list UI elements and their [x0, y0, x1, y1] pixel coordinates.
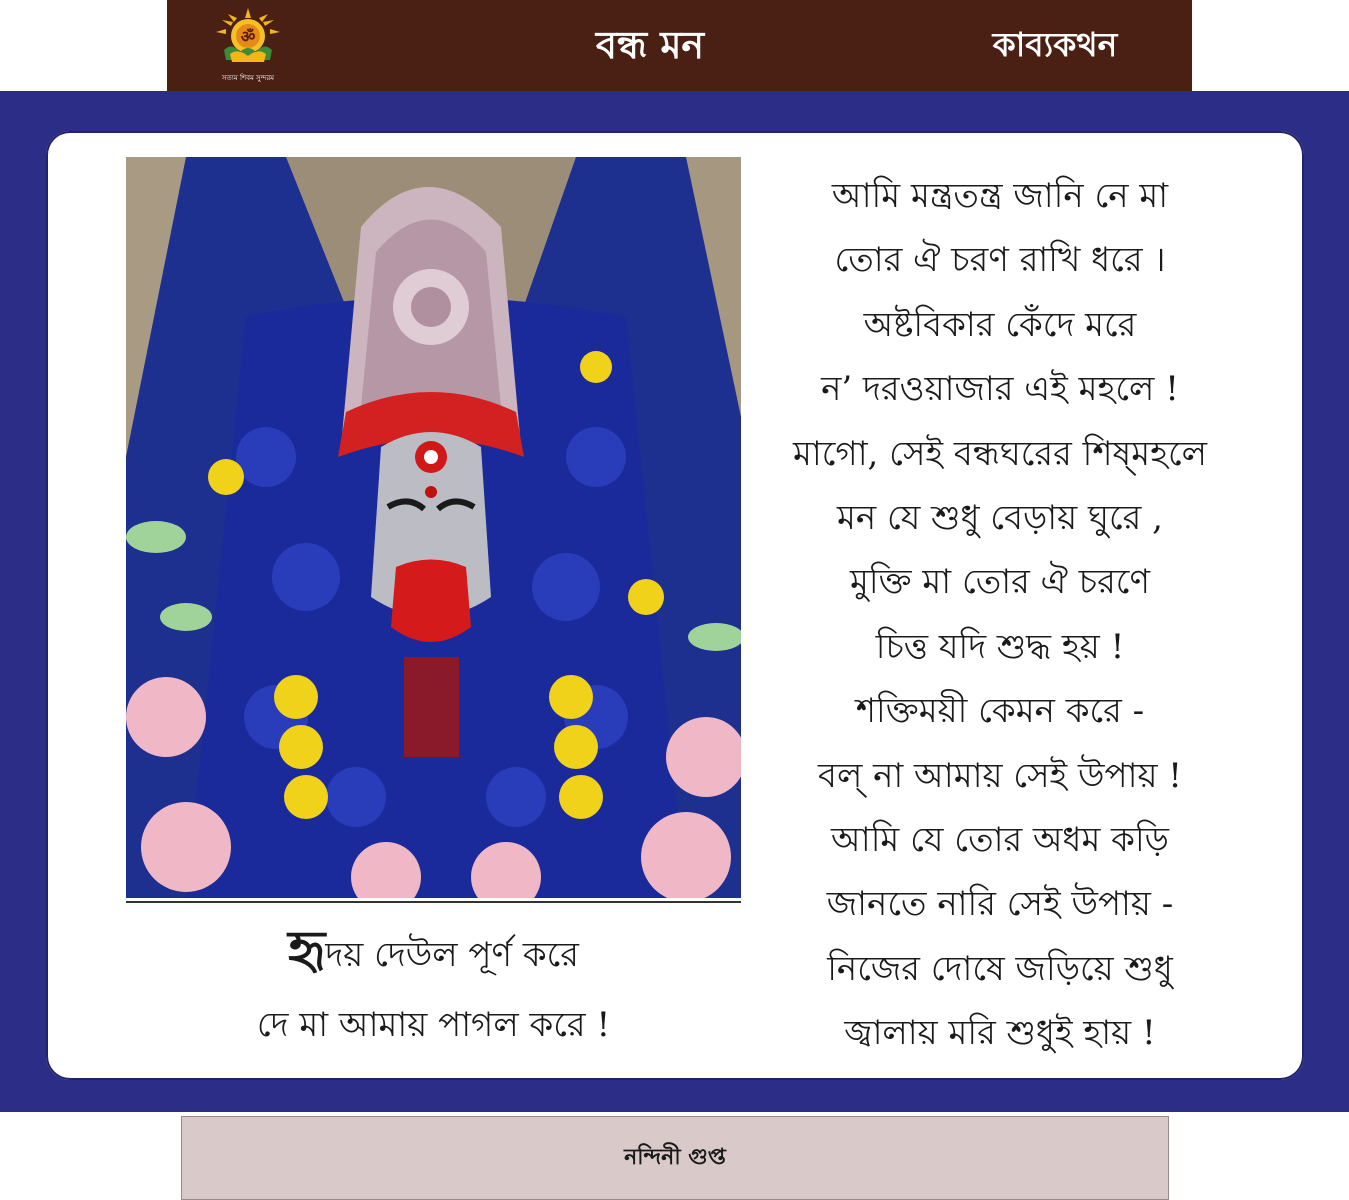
caption-line-1 — [126, 919, 741, 980]
deity-illustration — [126, 157, 741, 898]
photo-divider — [126, 901, 741, 903]
poem-line: বল্‌ না আমায় সেই উপায় ! — [818, 755, 1182, 796]
deity-photo — [126, 157, 741, 898]
poem-line: মাগো, সেই বন্ধঘরের শিষ্‌মহলে — [793, 433, 1207, 474]
poem-line: মন যে শুধু বেড়ায় ঘুরে , — [837, 497, 1163, 538]
poem-line: নিজের দোষে জড়িয়ে শুধু — [827, 948, 1173, 989]
poem-line: তোর ঐ চরণ রাখি ধরে । — [834, 240, 1166, 281]
section-label: কাব্যকথন — [992, 25, 1118, 64]
poem-line: আমি যে তোর অধম কড়ি — [831, 819, 1169, 860]
poem-line: চিত্ত যদি শুদ্ধ হয় ! — [875, 626, 1125, 667]
caption-line-1-text: দয় দেউল পূর্ণ করে — [325, 935, 579, 975]
poem-line: শক্তিময়ী কেমন করে - — [855, 691, 1145, 732]
caption-initial: হৃ — [288, 919, 326, 978]
caption-line-2: দে মা আমায় পাগল করে ! — [256, 1005, 611, 1045]
author-name: নন্দিনী গুপ্ত — [624, 1145, 726, 1170]
poem-line: জানতে নারি সেই উপায় - — [826, 884, 1174, 925]
poem — [760, 164, 1240, 1065]
poem-line: মুক্তি মা তোর ঐ চরণে — [849, 562, 1151, 603]
svg-text:ॐ: ॐ — [240, 27, 256, 46]
logo-caption: সত্যম শিবম সুন্দরম — [221, 74, 275, 82]
poem-line: ন’ দরওয়াজার এই মহলে ! — [821, 369, 1179, 410]
footer-bar — [181, 1116, 1169, 1200]
poem-line: অষ্টবিকার কেঁদে মরে — [863, 304, 1137, 345]
poem-line: জ্বালায় মরি শুধুই হায় ! — [844, 1013, 1156, 1054]
om-logo-graphic — [210, 6, 286, 72]
page-title: বন্ধ মন — [595, 23, 705, 67]
poem-line: আমি মন্ত্রতন্ত্র জানি নে মা — [831, 176, 1169, 216]
om-logo-icon — [210, 6, 286, 84]
